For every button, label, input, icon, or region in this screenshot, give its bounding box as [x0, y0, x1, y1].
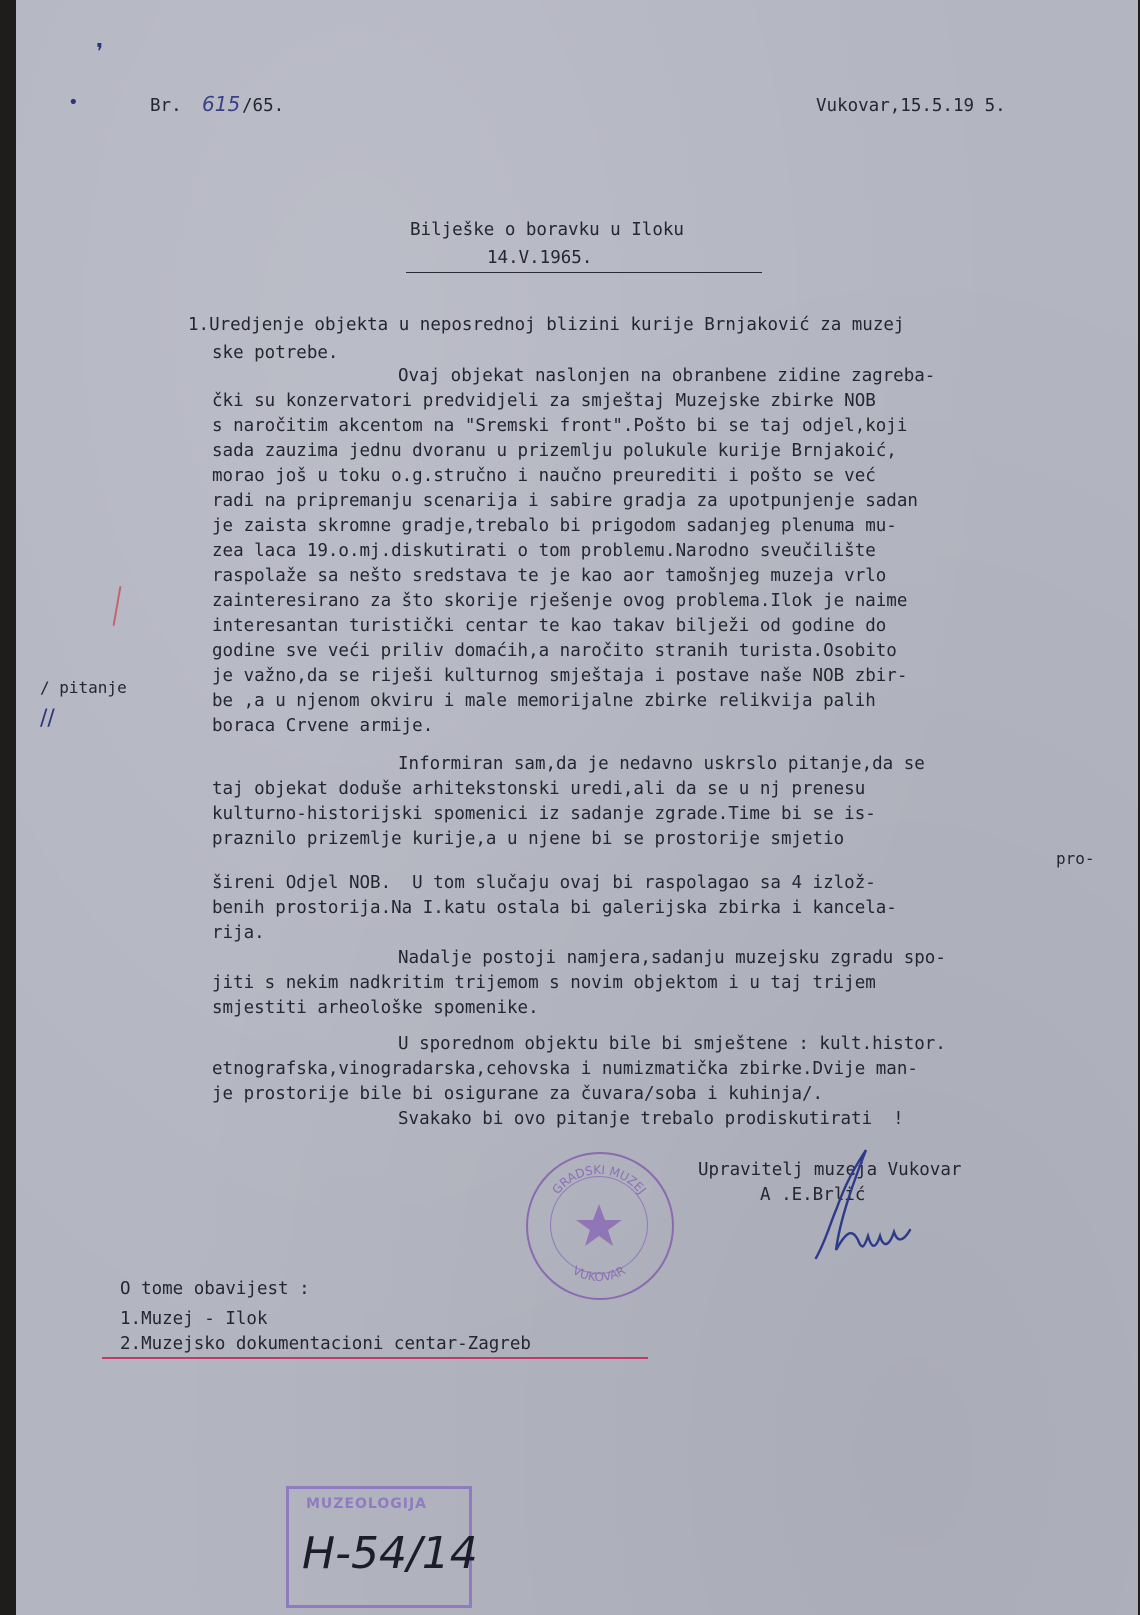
distribution-item: 1.Muzej - Ilok	[120, 1309, 268, 1329]
body-line: Ovaj objekat naslonjen na obranbene zidine zagreba-	[398, 366, 936, 386]
body-line: šireni Odjel NOB. U tom slučaju ovaj bi raspolagao sa 4 izlož-	[212, 873, 876, 893]
body-line: ske potrebe.	[212, 343, 339, 363]
body-line: praznilo prizemlje kurije,a u njene bi se prostorije smjetio	[212, 829, 845, 849]
distribution-heading: O tome obavijest :	[120, 1279, 310, 1299]
body-line: smjestiti arheološke spomenike.	[212, 998, 539, 1018]
body-line: boraca Crvene armije.	[212, 716, 434, 736]
body-line: be ,a u njenom okviru i male memorijalne zbirke relikvija palih	[212, 691, 876, 711]
margin-double-slash-icon: //	[40, 706, 55, 731]
svg-text:GRADSKI MUZEJ	[549, 1163, 649, 1197]
body-line: kulturno-historijski spomenici iz sadanje zgrade.Time bi se is-	[212, 804, 876, 824]
corner-mark-side: •	[68, 92, 79, 113]
document-page	[16, 0, 1138, 1615]
body-line: sada zauzima jednu dvoranu u prizemlju polukule kurije Brnjakoić,	[212, 441, 897, 461]
archive-handwritten-code: H-54/14	[302, 1528, 478, 1579]
body-line: 1.Uredjenje objekta u neposrednoj blizini kurije Brnjaković za muzej	[188, 315, 905, 335]
body-line: taj objekat doduše arhitekstonski uredi,ali da se u nj prenesu	[212, 779, 866, 799]
body-line: pro-	[1056, 849, 1095, 868]
red-underline	[102, 1357, 648, 1359]
star-icon	[526, 1152, 676, 1302]
body-line: zainteresirano za što skorije rješenje ovog problema.Ilok je naime	[212, 591, 908, 611]
body-line: Nadalje postoji namjera,sadanju muzejsku zgradu spo-	[398, 948, 946, 968]
svg-text:VUKOVAR	[570, 1263, 627, 1284]
signatory-role: Upravitelj muzeja Vukovar	[698, 1160, 962, 1180]
reference-prefix: Br.	[150, 96, 182, 116]
stamp-bottom-text: VUKOVAR	[570, 1263, 628, 1285]
title-underline	[406, 272, 762, 273]
body-line: Svakako bi ovo pitanje trebalo prodiskutirati !	[398, 1109, 904, 1129]
red-pencil-mark	[113, 586, 122, 626]
body-line: rija.	[212, 923, 265, 943]
body-line: interesantan turistički centar te kao takav bilježi od godine do	[212, 616, 887, 636]
body-line: jiti s nekim nadkritim trijemom s novim objektom i u taj trijem	[212, 973, 876, 993]
signatory-name: A .E.Brlić	[760, 1185, 866, 1205]
body-line: je važno,da se riješi kulturnog smještaja i postave naše NOB zbir-	[212, 666, 908, 686]
round-museum-stamp	[526, 1152, 676, 1302]
body-line: raspolaže sa nešto sredstava te je kao aor tamošnjeg muzeja vrlo	[212, 566, 887, 586]
body-line: radi na pripremanju scenarija i sabire gradja za upotpunjenje sadan	[212, 491, 918, 511]
handwritten-signature	[806, 1140, 946, 1270]
body-line: zea laca 19.o.mj.diskutirati o tom problemu.Narodno sveučilište	[212, 541, 876, 561]
body-line: U sporednom objektu bile bi smještene : kult.histor.	[398, 1034, 946, 1054]
corner-mark-top: ❜	[96, 40, 104, 65]
body-line: s naročitim akcentom na "Sremski front".Pošto bi se taj odjel,koji	[212, 416, 908, 436]
body-line: Informiran sam,da je nedavno uskrslo pitanje,da se	[398, 754, 925, 774]
body-line: čki su konzervatori predvidjeli za smještaj Muzejske zbirke NOB	[212, 391, 876, 411]
body-line: je prostorije bile bi osigurane za čuvara/soba i kuhinja/.	[212, 1084, 824, 1104]
stamp-top-text: GRADSKI MUZEJ	[549, 1162, 649, 1197]
body-line: etnografska,vinogradarska,cehovska i numizmatička zbirke.Dvije man-	[212, 1059, 918, 1079]
archive-stamp-label: MUZEOLOGIJA	[306, 1496, 427, 1512]
body-line: je zaista skromne gradje,trebalo bi prigodom sadanjeg plenuma mu-	[212, 516, 897, 536]
reference-number-handwritten: 615	[202, 92, 241, 116]
body-line: morao još u toku o.g.stručno i naučno preurediti i pošto se već	[212, 466, 876, 486]
reference-suffix: /65.	[242, 96, 285, 116]
margin-note: / pitanje	[40, 678, 127, 697]
body-line: benih prostorija.Na I.katu ostala bi galerijska zbirka i kancela-	[212, 898, 897, 918]
distribution-item: 2.Muzejsko dokumentacioni centar-Zagreb	[120, 1334, 531, 1354]
place-date: Vukovar,15.5.19 5.	[816, 96, 1006, 116]
document-title: Bilješke o boravku u Iloku	[410, 220, 684, 240]
document-date: 14.V.1965.	[487, 248, 593, 268]
body-line: godine sve veći priliv domaćih,a naročito stranih turista.Osobito	[212, 641, 897, 661]
